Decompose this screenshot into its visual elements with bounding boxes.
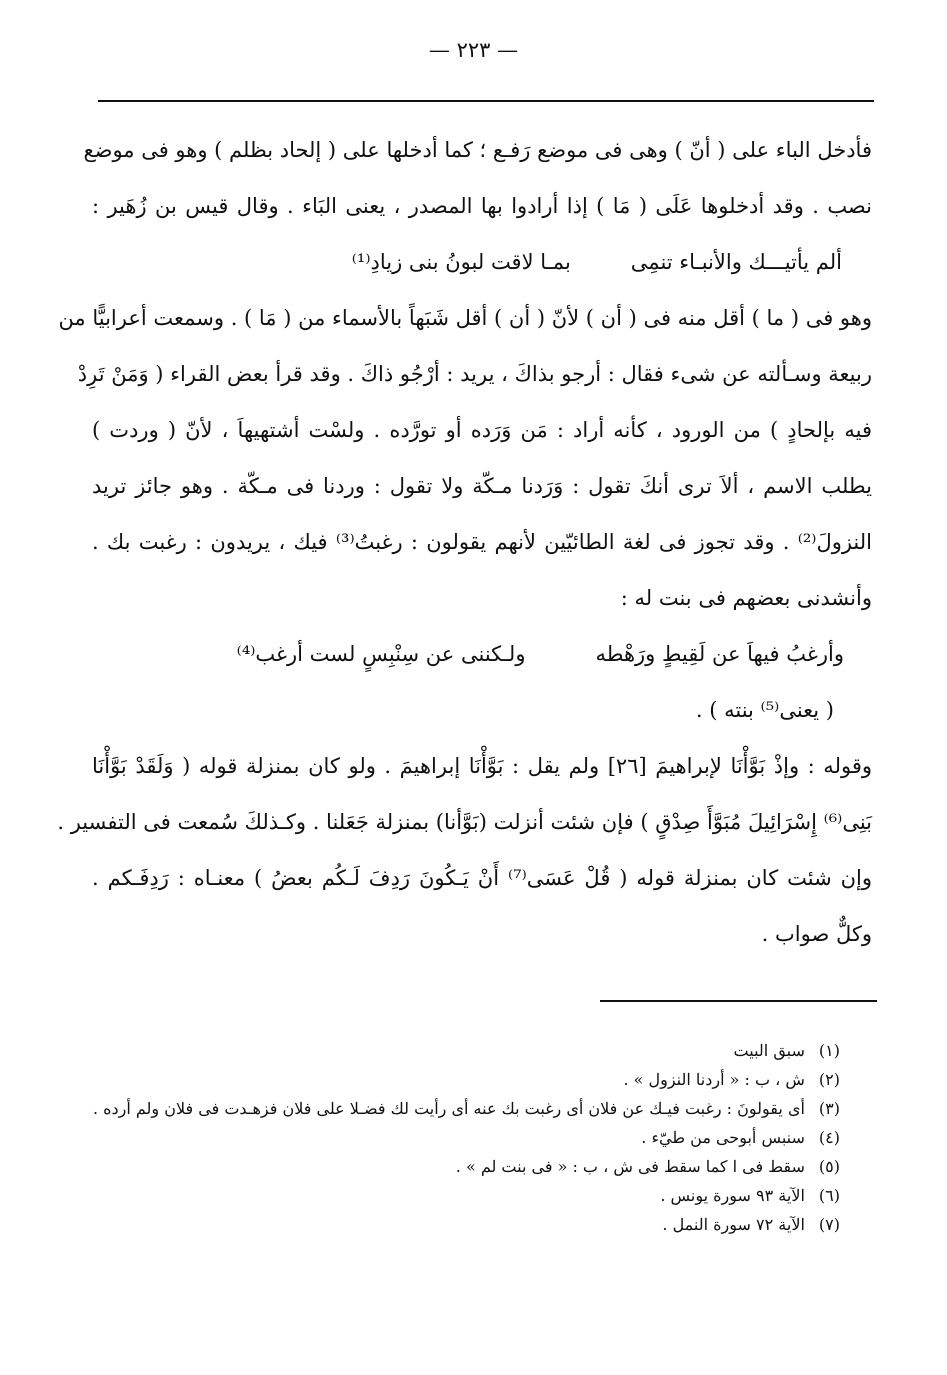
footnote-text: أى يقولونَ : رغبت فيـك عن فلان أى رغبت بك عنه أى رأيت لك فضـلا على فلان فزهـدت فى فلان ولم أرده .	[92, 1099, 805, 1118]
footnote	[90, 1094, 840, 1123]
verse-note: ( يعنى⁽⁵⁾ بنته ) .	[695, 698, 834, 722]
main-text	[57, 122, 873, 962]
footnote-text: سنبس أبوحى من طيّء .	[641, 1128, 805, 1147]
text-line: فأدخل الباء على ( أنّ ) وهى فى موضع رَفـع ؛ كما أدخلها على ( إلحاد بظلم ) وهو فى موضع	[83, 138, 872, 162]
verse-hemistich: بمـا لاقت لبونُ بنى زيادِ⁽¹⁾	[351, 250, 571, 274]
text-line: وقوله : وإذْ بَوَّأْنَا لإبراهيمَ [٢٦] ولم يقل : بَوَّأْنَا إبراهيمَ . ولو كان بمنزلة قوله ( وَلَقَدْ بَوَّأْنَا	[92, 754, 872, 778]
text-line: وهو فى ( ما ) أقل منه فى ( أن ) لأنّ ( أن ) أقل شَبَهاً بالأسماء من ( مَا ) . وسمعت أعرابيًّا من	[58, 306, 872, 330]
text-line: وإن شئت كان بمنزلة قوله ( قُلْ عَسَى⁽⁷⁾ أَنْ يَـكُونَ رَدِفَ لَـكُم بعضُ ) معنـاه : رَدِفَـكم .	[92, 866, 873, 890]
footnote-number: (٧)	[818, 1215, 840, 1234]
footnote	[90, 1123, 840, 1152]
text-line: ربيعة وسـألته عن شىء فقال : أرجو بذاكَ ، يريد : أرْجُو ذاكَ . وقد قرأ بعض القراء ( وَمَنْ تَرِدْ	[77, 362, 872, 386]
footnote-text: الآية ٩٣ سورة يونس .	[660, 1186, 805, 1205]
footnote-text: سقط فى ا كما سقط فى ش ، ب : « فى بنت لم » .	[455, 1157, 805, 1176]
footnote-number: (٤)	[818, 1128, 840, 1147]
footnote-number: (٥)	[818, 1157, 840, 1176]
footnote	[90, 1036, 840, 1065]
footnote	[90, 1065, 840, 1094]
verse-hemistich: ولـكننى عن سِنْبِسٍ لست أرغب⁽⁴⁾	[236, 642, 526, 666]
poetry-verse	[92, 626, 872, 682]
footnote-number: (١)	[818, 1041, 840, 1060]
footnote-number: (٢)	[818, 1070, 840, 1089]
footnote-rule	[600, 1000, 877, 1002]
text-line: وأنشدنى بعضهم فى بنت له :	[620, 586, 872, 610]
footnote-text: الآية ٧٢ سورة النمل .	[662, 1215, 805, 1234]
footnotes	[90, 1036, 840, 1239]
text-line: نصب . وقد أدخلوها عَلَى ( مَا ) إذا أرادوا بها المصدر ، يعنى البَاء . وقال قيس بن زُهَير :	[92, 194, 872, 218]
text-line: النزولَ⁽²⁾ . وقد تجوز فى لغة الطائيّين لأنهم يقولون : رغبتُ⁽³⁾ فيك ، يريدون : رغبت بك .	[92, 530, 872, 554]
footnote-text: سبق البيت	[733, 1041, 805, 1060]
footnote-number: (٣)	[818, 1099, 840, 1118]
text-line: فيه بإلحادٍ ) من الورود ، كأنه أراد : مَن وَرَده أو تورَّده . ولسْت أشتهيهاَ ، لأنّ ( وردت )	[92, 418, 872, 442]
page-number: — ٢٢٣ —	[428, 38, 519, 62]
text-line: بَنِى⁽⁶⁾ إِسْرَائِيلَ مُبَوَّأَ صِدْقٍ ) فإن شئت أنزلت (بَوَّأنا) بمنزلة جَعَلنا . وكـذلكَ سُمعت فى التفسير .	[57, 810, 872, 834]
verse-hemistich: ألم يأتيـــك والأنبـاء تنمِى	[630, 250, 842, 274]
text-line: يطلب الاسم ، ألاَ ترى أنكَ تقول : وَرَدنا مـكّة ولا تقول : وردنا فى مـكّة . وهو جائز تريد	[92, 474, 872, 498]
text-line: وكلٌّ صواب .	[761, 922, 872, 946]
footnote-number: (٦)	[818, 1186, 840, 1205]
poetry-verse	[92, 234, 872, 290]
verse-hemistich: وأرغبُ فيهاَ عن لَقِيطٍ ورَهْطه	[595, 642, 844, 666]
footnote-text: ش ، ب : « أردنا النزول » .	[623, 1070, 805, 1089]
footnote	[90, 1210, 840, 1239]
footnote	[90, 1181, 840, 1210]
header-rule	[98, 100, 874, 102]
footnote	[90, 1152, 840, 1181]
